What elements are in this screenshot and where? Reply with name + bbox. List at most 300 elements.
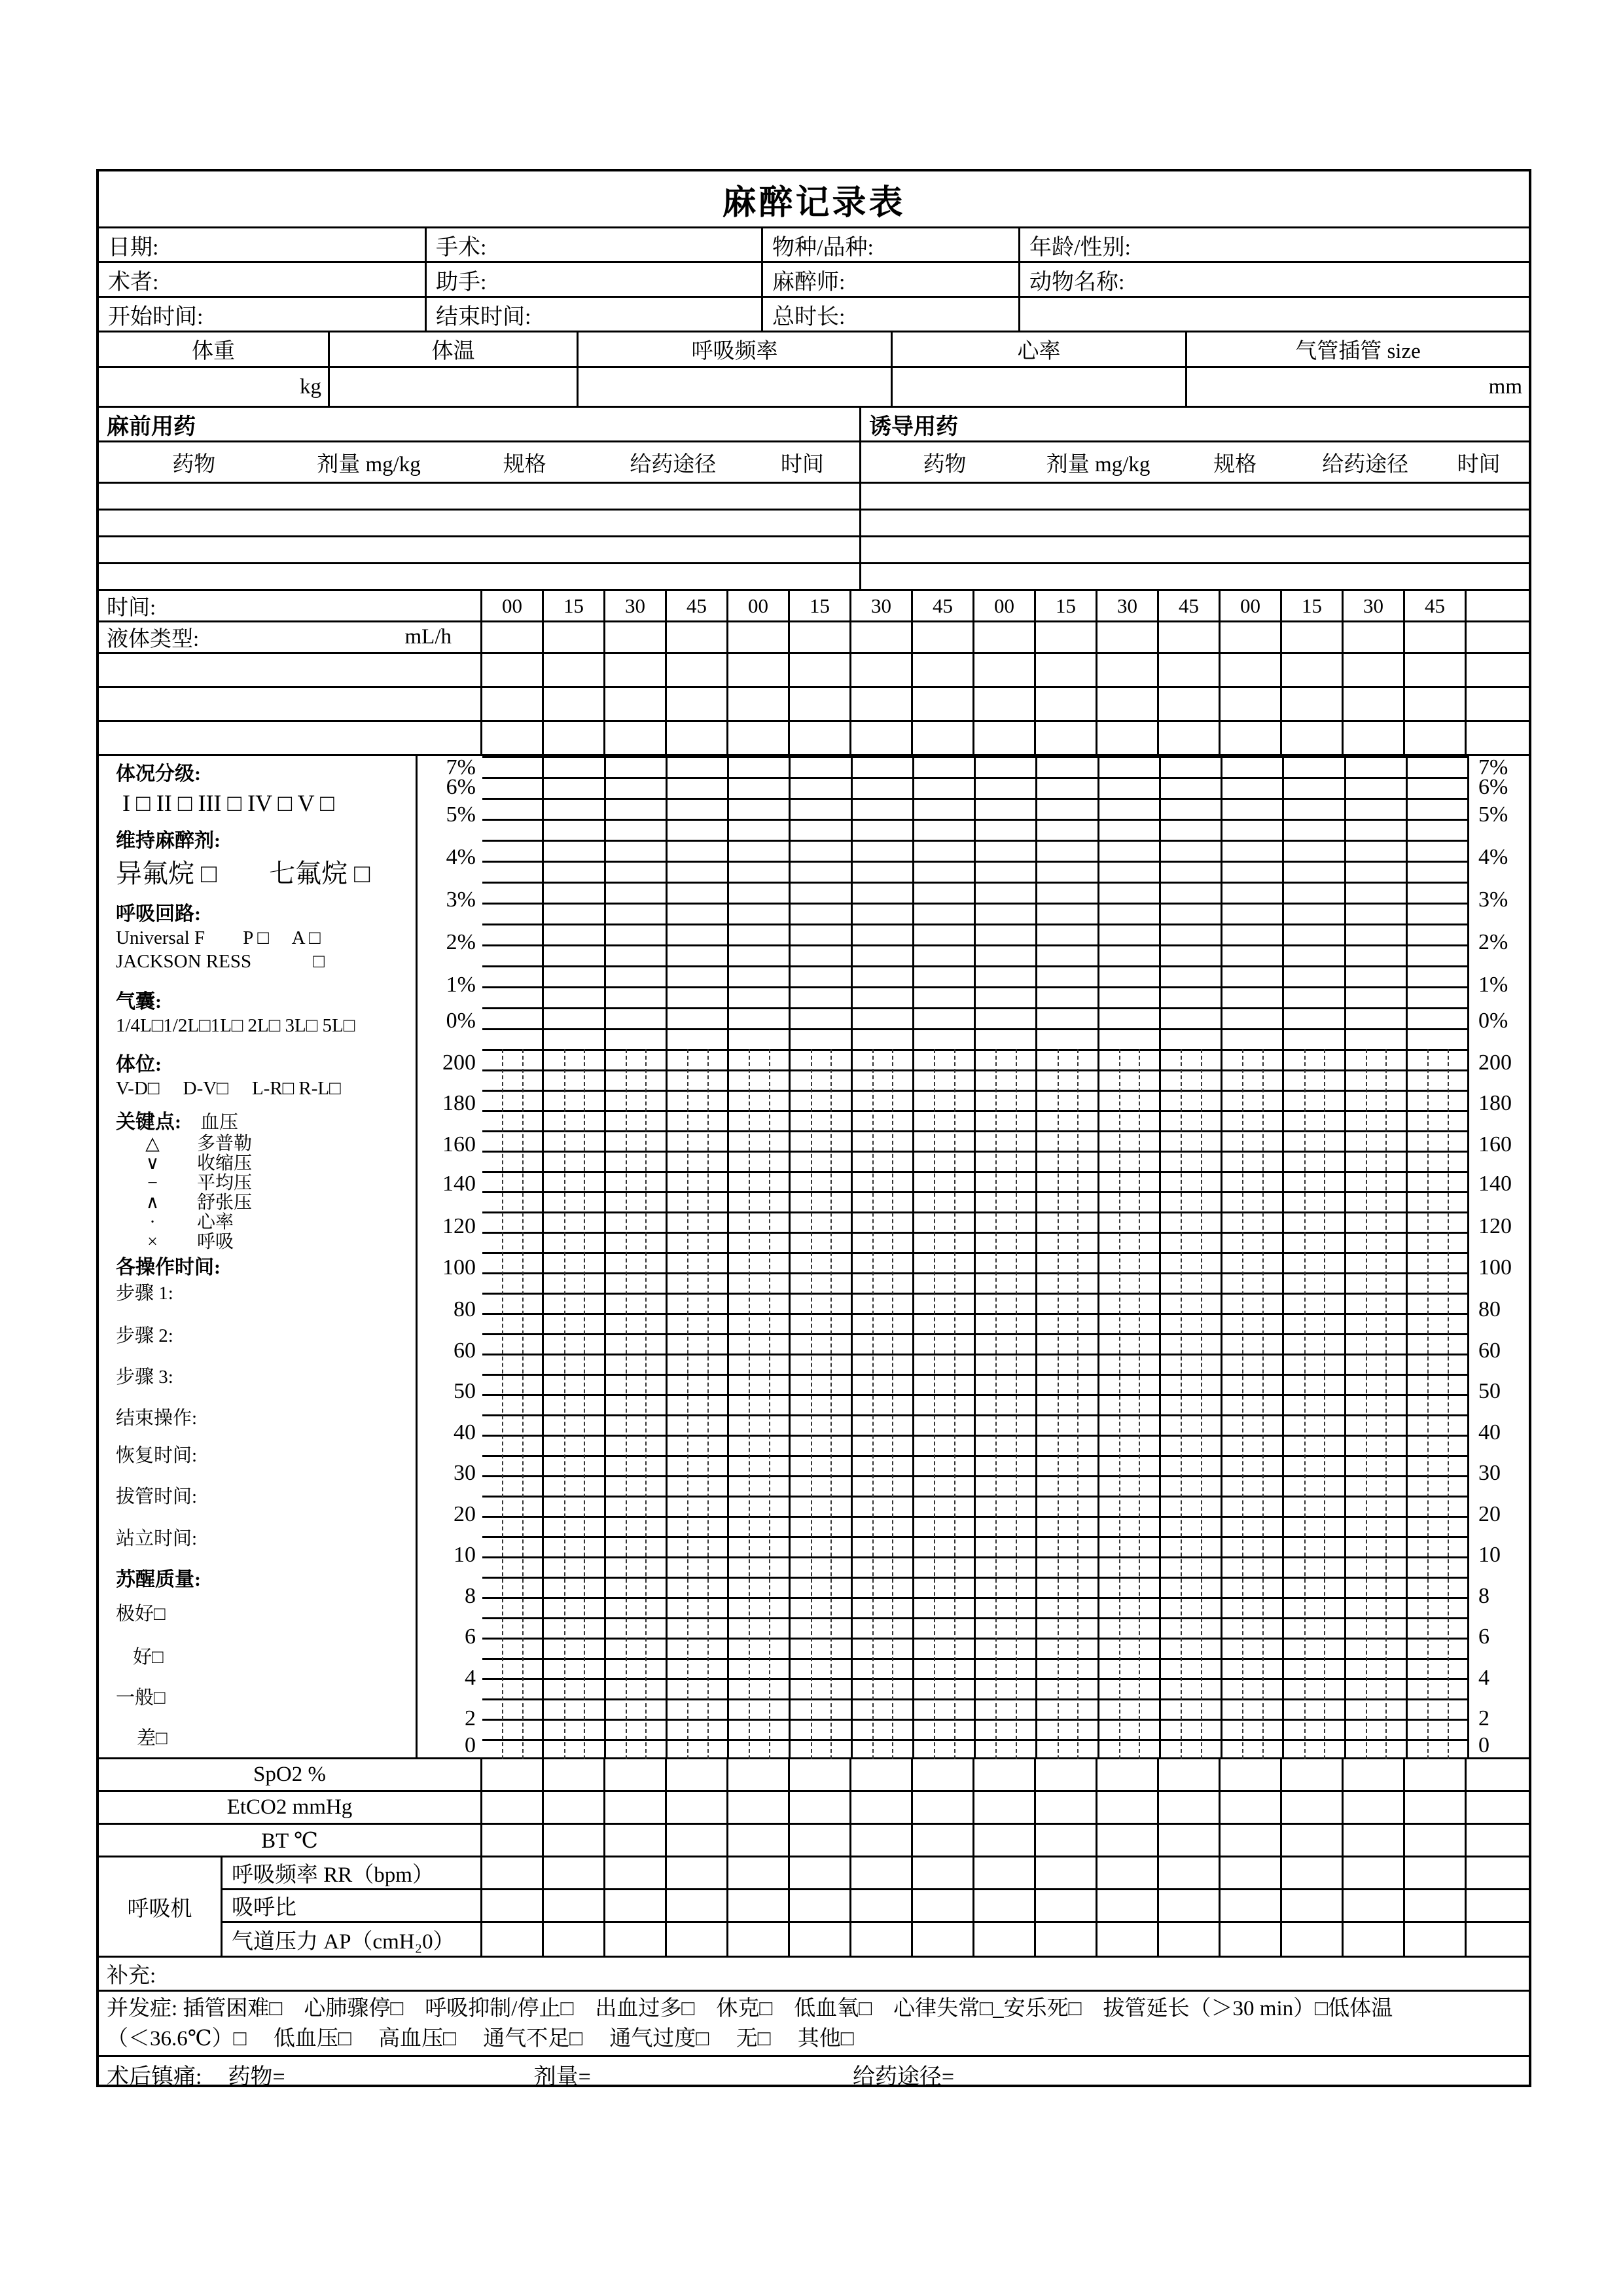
grid-cell [1405,1923,1467,1956]
analgesia-drug: 药物= [228,2065,285,2089]
grid-cell [544,688,605,720]
medication-empty-row [99,564,1529,591]
value-grid-column [1284,1049,1346,1759]
monitor-cells [482,1825,1529,1856]
legend-label: 心率 [197,1212,234,1232]
position-label: 体位: [116,1054,162,1075]
legend-symbol: · [149,1212,156,1232]
info-cell: 麻醉师: [763,263,1020,296]
grid-cell [1344,1825,1405,1856]
grid-cell [974,1857,1036,1888]
vitals-header: 心率 [893,332,1187,366]
grid-cell [544,1890,605,1921]
dashed-gridline [645,1049,647,1759]
keypoints-label: 关键点: [116,1111,181,1133]
grid-cell [1036,1792,1097,1823]
legend-symbol: × [147,1232,158,1252]
dashed-gridline [564,1049,565,1759]
analgesia-label: 术后镇痛: [107,2065,202,2089]
maintenance-anesthetic-label: 维持麻醉剂: [116,830,221,852]
grid-cell [1405,688,1467,720]
legend-item [99,1213,416,1232]
vitals-unit [330,368,579,406]
grid-cell [1036,1890,1097,1921]
grid-cell [1159,1759,1221,1790]
medication-empty-row [99,537,1529,564]
grid-cell [1097,1792,1159,1823]
dashed-gridline [1385,1049,1387,1759]
grid-cell [1344,1857,1405,1888]
vitals-value-row [99,368,1529,408]
premed-column: 剂量 mg/kg [317,452,421,476]
maintenance-anesthetic-options: 异氟烷 □ 七氟烷 □ [116,859,370,888]
info-row [99,228,1529,263]
monitor-row [99,1792,1529,1825]
fluid-row [99,622,1529,654]
grid-cell [482,1857,544,1888]
grid-cell [913,654,974,686]
grid-cell [482,654,544,686]
legend-item [99,1154,416,1174]
percent-grid-column [1099,756,1161,1049]
grid-cell [1344,654,1405,686]
value-grid-column [976,1049,1037,1759]
operation-step-label: 步骤 1: [116,1283,173,1304]
operation-step-label: 步骤 2: [116,1325,173,1346]
scale-label-right: 180 [1478,1091,1512,1115]
legend-label: 舒张压 [197,1193,253,1213]
scale-label-right: 4 [1478,1666,1489,1690]
time-slot: 00 [974,591,1036,620]
scale-label-right: 2% [1478,930,1508,954]
dashed-gridline [872,1049,874,1759]
grid-cell [1467,622,1529,652]
dashed-gridline [522,1049,524,1759]
fluid-empty-row [99,722,1529,756]
value-grid-column [1099,1049,1161,1759]
breathing-circuit-option-1: Universal F P □ A □ [116,927,321,948]
legend-label: 呼吸 [197,1232,234,1252]
grid-cell [790,654,851,686]
value-grid-column [1346,1049,1408,1759]
grid-cell [790,1792,851,1823]
grid-cell [1036,654,1097,686]
grid-cell [913,622,974,652]
monitor-row [99,1759,1529,1792]
analgesia-row [99,2057,1529,2092]
scale-label-left: 8 [465,1584,476,1608]
legend-item [99,1232,416,1252]
induction-column: 给药途径 [1322,452,1409,476]
grid-cell [728,654,790,686]
scale-label-left: 140 [442,1172,476,1196]
value-grid [482,1049,1467,1759]
grid-cell [974,1923,1036,1956]
grid-cell [1159,1792,1221,1823]
monitor-label: SpO2 % [99,1759,482,1790]
medication-empty-row [99,511,1529,537]
grid-cell [544,1792,605,1823]
dashed-gridline [1324,1049,1325,1759]
empty-label [99,688,482,720]
grid-cell [851,1923,913,1956]
grid-cell [1467,654,1529,686]
ventilator-cells [482,1923,1529,1956]
scale-label-left: 100 [442,1255,476,1280]
value-grid-column [1161,1049,1222,1759]
scale-label-left: 3% [446,888,476,912]
time-slot: 45 [1405,591,1467,620]
vitals-unit: kg [99,368,330,406]
grid-cell [605,688,667,720]
scale-label-right: 30 [1478,1461,1501,1485]
grid-cell [728,1759,790,1790]
medication-header-row [99,442,1529,484]
medication-empty-cell [99,511,861,535]
grid-cell [482,622,544,652]
dashed-gridline [687,1049,688,1759]
induction-column: 时间 [1457,452,1501,476]
dashed-gridline [1119,1049,1120,1759]
medication-empty-row [99,484,1529,511]
breathing-circuit-label: 呼吸回路: [116,903,201,925]
grid-cell [728,1825,790,1856]
right-scale-strip [1467,756,1529,1757]
scale-label-right: 140 [1478,1172,1512,1196]
scale-label-left: 50 [454,1379,476,1403]
grid-cell [1221,1825,1282,1856]
position-options: V-D□ D-V□ L-R□ R-L□ [116,1078,341,1099]
grid-cell [1221,722,1282,754]
grid-cell [1467,1890,1529,1921]
scale-label-left: 120 [442,1214,476,1238]
grid-cell [851,722,913,754]
recovery-option: 差□ [137,1728,168,1749]
medication-empty-cell [861,537,1529,562]
grid-cell [1097,1923,1159,1956]
scale-label-left: 6% [446,775,476,799]
grid-cell [1036,688,1097,720]
condition-grade-label: 体况分级: [116,763,201,785]
grid-cell [913,1825,974,1856]
scale-label-right: 50 [1478,1379,1501,1403]
recovery-option: 一般□ [116,1687,166,1708]
dashed-gridline [1181,1049,1182,1759]
grid-cell [1467,1825,1529,1856]
dashed-gridline [749,1049,750,1759]
grid-cell [667,1825,728,1856]
scale-label-left: 1% [446,973,476,997]
grid-cell [1405,1825,1467,1856]
grid-cell [482,1759,544,1790]
fluid-empty-row [99,688,1529,722]
grid-cell [913,688,974,720]
value-grid-column [853,1049,914,1759]
grid-cell [728,1923,790,1956]
ventilator-row [223,1857,1529,1890]
operation-step-label: 站立时间: [116,1528,198,1549]
time-slot: 30 [851,591,913,620]
grid-cell [1344,688,1405,720]
grid-cell [728,1857,790,1888]
grid-cell [1036,1923,1097,1956]
value-grid-column [729,1049,791,1759]
grid-cell [605,622,667,652]
grid-cell [605,722,667,754]
grid-cell [544,1923,605,1956]
analgesia-dose: 剂量= [533,2065,591,2089]
scale-label-left: 7% [446,755,476,780]
scale-label-left: 180 [442,1091,476,1115]
legend-label: 多普勒 [197,1134,253,1154]
info-section [99,228,1529,332]
grid-cell [1282,1890,1344,1921]
grid-cell [1344,622,1405,652]
medication-empty-cell [99,537,861,562]
grid-cell [1344,722,1405,754]
grid-cell [544,654,605,686]
time-slot: 30 [1097,591,1159,620]
info-cell: 手术: [427,228,763,261]
vitals-header: 体重 [99,332,330,366]
grid-cell [482,1890,544,1921]
medication-empty-cell [99,564,861,589]
grid-cell [1097,1759,1159,1790]
info-cell: 物种/品种: [763,228,1020,261]
keypoints-line [99,1109,416,1136]
dashed-gridline [1262,1049,1264,1759]
grid-cell [1405,1759,1467,1790]
grid-cell [1467,1792,1529,1823]
scale-label-left: 4% [446,845,476,869]
dashed-gridline [1058,1049,1059,1759]
grid-cell [974,722,1036,754]
grid-cell [1097,1825,1159,1856]
scale-label-right: 8 [1478,1584,1489,1608]
monitor-label: EtCO2 mmHg [99,1792,482,1823]
grid-cell [1097,688,1159,720]
grid-cell [1344,1923,1405,1956]
grid-cell [1282,722,1344,754]
percent-grid-column [482,756,544,1049]
scale-label-left: 80 [454,1297,476,1321]
grid-cell [851,622,913,652]
scale-label-right: 4% [1478,845,1508,869]
grid-cell [667,1890,728,1921]
value-grid-column [668,1049,729,1759]
grid-cell [913,1923,974,1956]
time-slot: 15 [544,591,605,620]
grid-cell [605,1923,667,1956]
induction-columns [861,442,1529,482]
dashed-gridline [954,1049,955,1759]
grid-cell [974,1890,1036,1921]
grid-cell [605,1759,667,1790]
supplement-row [99,1958,1529,1992]
grid-cell [1097,1890,1159,1921]
percent-grid-column [1284,756,1346,1049]
percent-grid-column [1408,756,1467,1049]
fluid-empty-row [99,654,1529,688]
grid-cell [1221,622,1282,652]
scale-label-left: 2 [465,1706,476,1731]
ventilator-param-label: 呼吸频率 RR（bpm） [223,1857,482,1888]
grid-cell [790,1759,851,1790]
grid-cell [1282,654,1344,686]
supplement-label: 补充: [107,1964,156,1988]
form-title: 麻醉记录表 [722,184,906,222]
fluid-empty-cells [482,654,1529,686]
grid-cell [544,622,605,652]
grid-cell [974,688,1036,720]
grid-cell [482,1923,544,1956]
info-row [99,263,1529,298]
complications-line2: （＜36.6℃）□ 低血压□ 高血压□ 通气不足□ 通气过度□ 无□ 其他□ [107,2026,854,2051]
grid-cell [1344,1792,1405,1823]
value-grid-column [482,1049,544,1759]
operation-step-label: 步骤 3: [116,1367,173,1388]
time-cells [482,591,1529,620]
grid-cell [1159,1857,1221,1888]
grid-cell [667,1857,728,1888]
scale-label-right: 6% [1478,775,1508,799]
grid-cell [1467,722,1529,754]
breathing-circuit-option-2: JACKSON RESS □ [116,951,325,972]
percent-grid-column [853,756,914,1049]
grid-cell [1221,1759,1282,1790]
grid-cell [851,1890,913,1921]
scale-label-left: 6 [465,1624,476,1649]
grid-cell [1097,654,1159,686]
grid-cell [544,722,605,754]
grid-cell [1097,622,1159,652]
dashed-gridline [1077,1049,1079,1759]
info-cell: 术者: [99,263,427,296]
scale-label-right: 0% [1478,1009,1508,1033]
grid-cell [1405,1890,1467,1921]
scale-label-right: 7% [1478,755,1508,780]
grid-cell [1097,722,1159,754]
legend-item [99,1174,416,1193]
dashed-gridline [892,1049,893,1759]
grid-cell [851,1857,913,1888]
grid-cell [974,654,1036,686]
grid-cell [1405,722,1467,754]
grid-cell [790,1825,851,1856]
analgesia-route: 给药途径= [852,2065,955,2089]
vitals-unit [893,368,1187,406]
grid-cell [974,1759,1036,1790]
induction-column: 规格 [1213,452,1257,476]
grid-cell [605,1890,667,1921]
info-cell: 年龄/性别: [1029,235,1131,260]
info-cell: 结束时间: [427,298,763,331]
legend-symbol: ∨ [145,1153,160,1174]
time-row [99,591,1529,622]
grid-cell [605,654,667,686]
grid-cell [1282,688,1344,720]
scale-label-left: 200 [442,1050,476,1075]
monitor-rows [99,1759,1529,1857]
scale-label-right: 80 [1478,1297,1501,1321]
scale-label-left: 30 [454,1461,476,1485]
ventilator-row [223,1890,1529,1923]
dashed-gridline [811,1049,812,1759]
monitor-row [99,1825,1529,1857]
info-cell: 开始时间: [99,298,427,331]
time-slot: 15 [790,591,851,620]
empty-label [99,654,482,686]
value-grid-column [544,1049,605,1759]
percent-grid-column [668,756,729,1049]
ventilator-rows [223,1857,1529,1956]
dashed-gridline [584,1049,585,1759]
dashed-gridline [626,1049,627,1759]
value-grid-column [1408,1049,1467,1759]
grid-cell [667,622,728,652]
time-slot-empty [1467,591,1529,620]
grid-cell [1036,1759,1097,1790]
legend-item [99,1193,416,1213]
grid-cell [1221,1792,1282,1823]
medication-empty-cell [99,484,861,509]
grid-cell [667,1759,728,1790]
grid-cell [913,1857,974,1888]
ventilator-label: 呼吸机 [99,1857,223,1956]
grid-cell [1467,1857,1529,1888]
scale-label-left: 0% [446,1009,476,1033]
info-cell: 日期: [99,228,427,261]
induction-title: 诱导用药 [869,414,958,439]
grid-cell [1097,1857,1159,1888]
bag-options: 1/4L□1/2L□1L□ 2L□ 3L□ 5L□ [116,1015,355,1036]
legend-item [99,1134,416,1154]
grid-cell [790,622,851,652]
scale-label-left: 2% [446,930,476,954]
grid-cell [851,688,913,720]
dashed-gridline [1366,1049,1367,1759]
grid-cell [851,654,913,686]
info-cell [1020,298,1529,331]
scale-label-left: 5% [446,802,476,827]
value-grid-column [1037,1049,1099,1759]
grid-cell [667,654,728,686]
grid-cell [482,1825,544,1856]
dashed-gridline [1448,1049,1449,1759]
value-grid-column [791,1049,852,1759]
scale-label-right: 20 [1478,1502,1501,1526]
legend-symbol: ∧ [145,1193,160,1213]
grid-cell [544,1825,605,1856]
dashed-gridline [1016,1049,1017,1759]
dashed-gridline [995,1049,997,1759]
title-row [99,171,1529,228]
scale-label-left: 160 [442,1132,476,1157]
vitals-unit [579,368,893,406]
grid-cell [1221,1923,1282,1956]
grid-cell [667,1923,728,1956]
grid-cell [1282,622,1344,652]
induction-column: 药物 [923,452,967,476]
time-slot: 15 [1282,591,1344,620]
scale-label-right: 40 [1478,1420,1501,1444]
monitor-cells [482,1759,1529,1790]
legend-symbol: − [147,1173,158,1193]
premed-column: 药物 [172,452,216,476]
info-cell: 总时长: [763,298,1020,331]
chart-zone [99,756,1529,1759]
grid-cell [605,1792,667,1823]
